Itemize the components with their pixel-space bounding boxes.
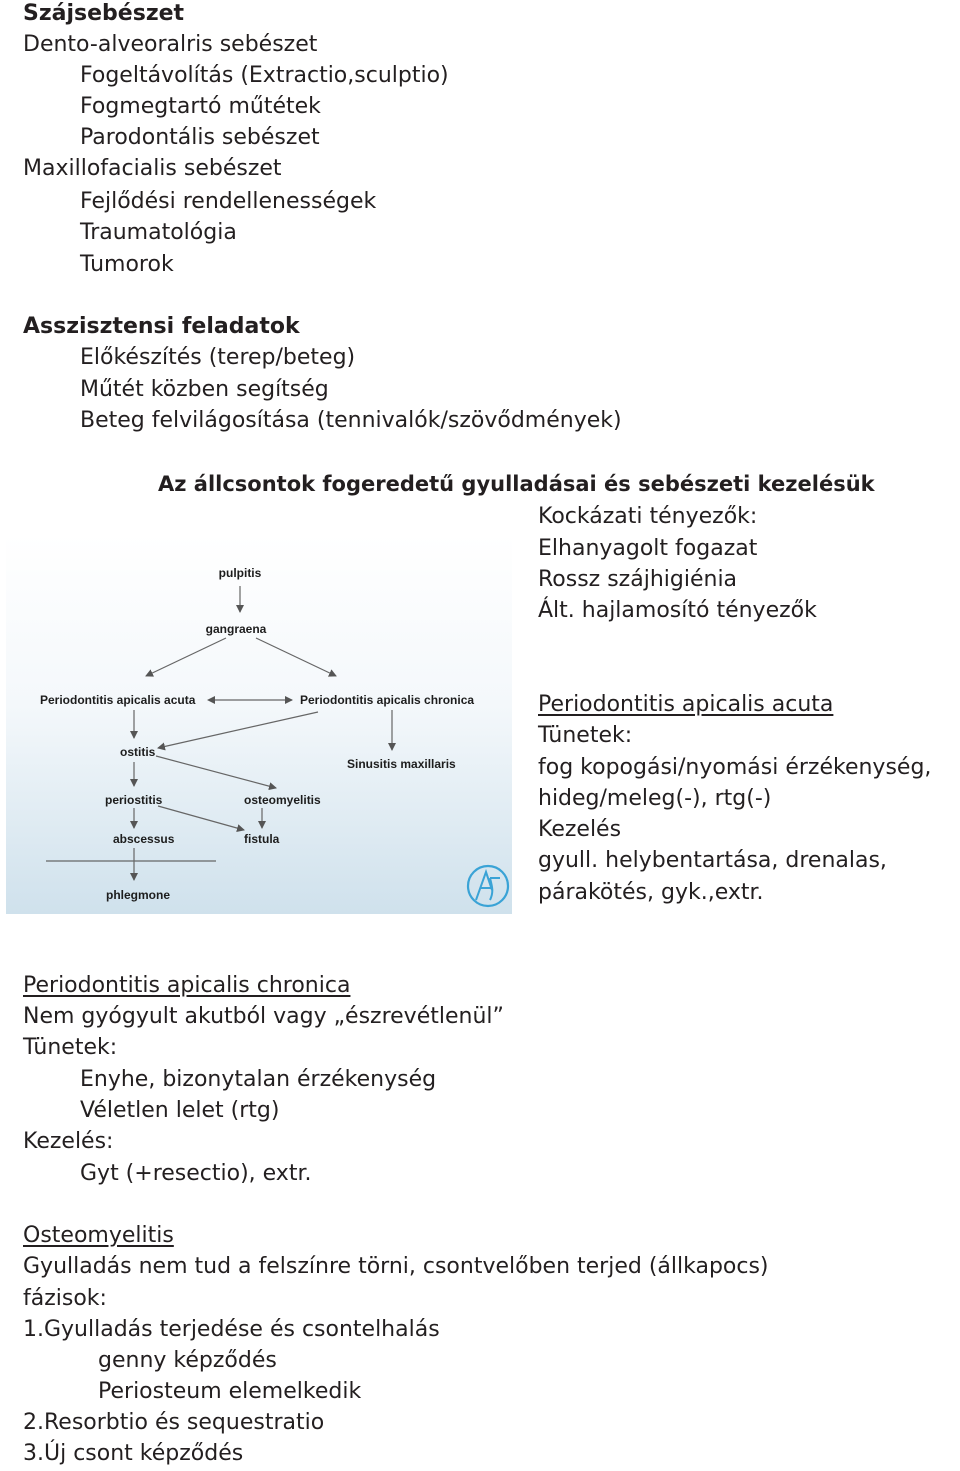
text-line: fázisok:: [23, 1286, 107, 1311]
label-periostitis: periostitis: [105, 793, 163, 807]
text-line: Dento-alveoralris sebészet: [23, 32, 318, 57]
text-line: Fejlődési rendellenességek: [80, 189, 377, 214]
diagram-background: [6, 534, 512, 914]
inflammation-flow-diagram: [6, 534, 512, 914]
text-line: Periosteum elemelkedik: [98, 1379, 362, 1404]
text-line: Gyulladás nem tud a felszínre törni, csontvelőben terjed (állkapocs): [23, 1254, 769, 1279]
text-line: Nem gyógyult akutból vagy „észrevétlenül”: [23, 1004, 504, 1029]
text-line: Kezelés: [538, 817, 622, 842]
heading-asszisztensi-feladatok: Asszisztensi feladatok: [23, 314, 300, 339]
text-line: Kezelés:: [23, 1129, 114, 1154]
text-line: Gyt (+resectio), extr.: [80, 1161, 312, 1186]
label-sinusitis: Sinusitis maxillaris: [347, 757, 456, 771]
label-ostitis: ostitis: [120, 745, 156, 759]
text-line: genny képződés: [98, 1348, 277, 1373]
text-line: 3.Új csont képződés: [23, 1441, 244, 1466]
text-line: Fogeltávolítás (Extractio,sculptio): [80, 63, 449, 88]
text-line: Rossz szájhigiénia: [538, 567, 738, 592]
text-line: Kockázati tényezők:: [538, 504, 758, 529]
text-line: gyull. helybentartása, drenalas,: [538, 848, 887, 873]
text-line: Maxillofacialis sebészet: [23, 156, 282, 181]
subheading-chronica: Periodontitis apicalis chronica: [23, 973, 351, 998]
text-line: Traumatológia: [80, 220, 237, 245]
subheading-acuta: Periodontitis apicalis acuta: [538, 692, 834, 717]
subheading-osteomyelitis: Osteomyelitis: [23, 1223, 174, 1248]
text-line: Előkészítés (terep/beteg): [80, 345, 356, 370]
text-line: 2.Resorbtio és sequestratio: [23, 1410, 325, 1435]
text-line: Enyhe, bizonytalan érzékenység: [80, 1067, 437, 1092]
text-line: Ált. hajlamosító tényezők: [538, 598, 817, 623]
text-line: párakötés, gyk.,extr.: [538, 880, 764, 905]
label-phlegmone: phlegmone: [106, 888, 171, 902]
text-line: Véletlen lelet (rtg): [80, 1098, 280, 1123]
text-line: hideg/meleg(-), rtg(-): [538, 786, 772, 811]
label-pulpitis: pulpitis: [218, 566, 262, 580]
text-line: Fogmegtartó műtétek: [80, 94, 321, 119]
text-line: Tünetek:: [23, 1035, 118, 1060]
text-line: 1.Gyulladás terjedése és csontelhalás: [23, 1317, 440, 1342]
text-line: Tünetek:: [538, 723, 633, 748]
label-osteomyelitis: osteomyelitis: [244, 793, 321, 807]
text-line: Parodontális sebészet: [80, 125, 320, 150]
text-line: Tumorok: [80, 252, 174, 277]
label-abscessus: abscessus: [113, 832, 175, 846]
label-fistula: fistula: [244, 832, 280, 846]
heading-allcsontok: Az állcsontok fogeredetű gyulladásai és sebészeti kezelésük: [158, 472, 875, 496]
text-line: Beteg felvilágosítása (tennivalók/szövődmények): [80, 408, 622, 433]
label-chronica: Periodontitis apicalis chronica: [300, 693, 475, 707]
heading-szajsebeszet: Szájsebészet: [23, 1, 185, 26]
text-line: Elhanyagolt fogazat: [538, 536, 758, 561]
text-line: fog kopogási/nyomási érzékenység,: [538, 755, 932, 780]
label-acuta: Periodontitis apicalis acuta: [40, 693, 196, 707]
label-gangraena: gangraena: [205, 622, 267, 636]
text-line: Műtét közben segítség: [80, 377, 329, 402]
